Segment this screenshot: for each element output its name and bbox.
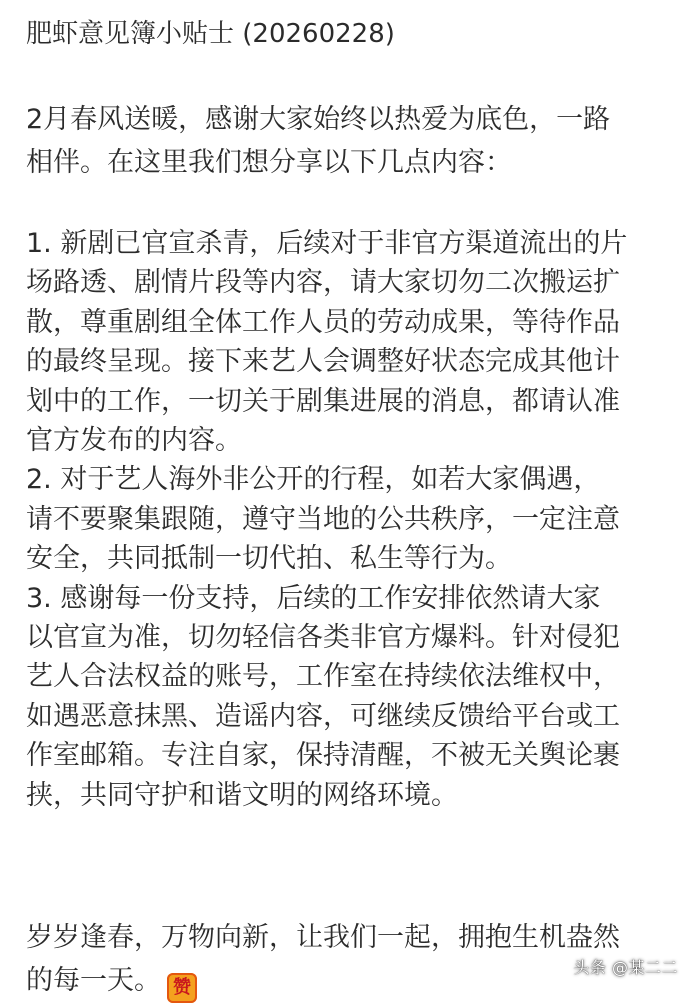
point-item-2	[26, 460, 674, 578]
point-line: 划中的工作，一切关于剧集进展的消息，都请认准	[26, 385, 620, 417]
point-line: 3. 感谢每一份支持，后续的工作安排依然请大家	[26, 582, 601, 614]
closing-line: 岁岁逢春，万物向新，让我们一起，拥抱生机盎然	[26, 922, 620, 953]
post-title: 肥虾意见簿小贴士 (20260228)	[26, 19, 395, 49]
closing-line-text: 的每一天。	[26, 965, 161, 996]
point-item-3	[26, 579, 674, 815]
point-item-1	[26, 224, 674, 460]
point-line: 请不要聚集跟随，遵守当地的公共秩序，一定注意	[26, 503, 620, 535]
point-line: 以官宣为准，切勿轻信各类非官方爆料。针对侵犯	[26, 622, 620, 654]
point-line: 如遇恶意抹黑、造谣内容，可继续反馈给平台或工	[26, 700, 620, 732]
intro-line: 2月春风送暖，感谢大家始终以热爱为底色，一路	[26, 104, 611, 135]
point-line: 作室邮箱。专注自家，保持清醒，不被无关舆论裹	[26, 740, 620, 772]
intro-line: 相伴。在这里我们想分享以下几点内容：	[26, 147, 512, 178]
point-line: 场路透、剧情片段等内容，请大家切勿二次搬运扩	[26, 267, 620, 299]
point-line: 艺人合法权益的账号，工作室在持续依法维权中，	[26, 661, 620, 693]
point-line: 的最终呈现。接下来艺人会调整好状态完成其他计	[26, 346, 620, 378]
point-line: 官方发布的内容。	[26, 425, 242, 457]
points-list	[26, 224, 674, 815]
point-line: 挟，共同守护和谐文明的网络环境。	[26, 779, 458, 811]
point-line: 2. 对于艺人海外非公开的行程，如若大家偶遇，	[26, 464, 601, 496]
watermark-text: 头条 @某二二	[573, 958, 678, 977]
point-line: 安全，共同抵制一切代拍、私生等行为。	[26, 543, 512, 575]
zan-sticker-icon: 赞	[167, 973, 197, 1003]
point-line: 1. 新剧已官宣杀青，后续对于非官方渠道流出的片	[26, 228, 628, 259]
point-line: 散，尊重剧组全体工作人员的劳动成果，等待作品	[26, 306, 620, 338]
toutiao-watermark	[573, 955, 678, 978]
intro-paragraph	[26, 98, 674, 184]
